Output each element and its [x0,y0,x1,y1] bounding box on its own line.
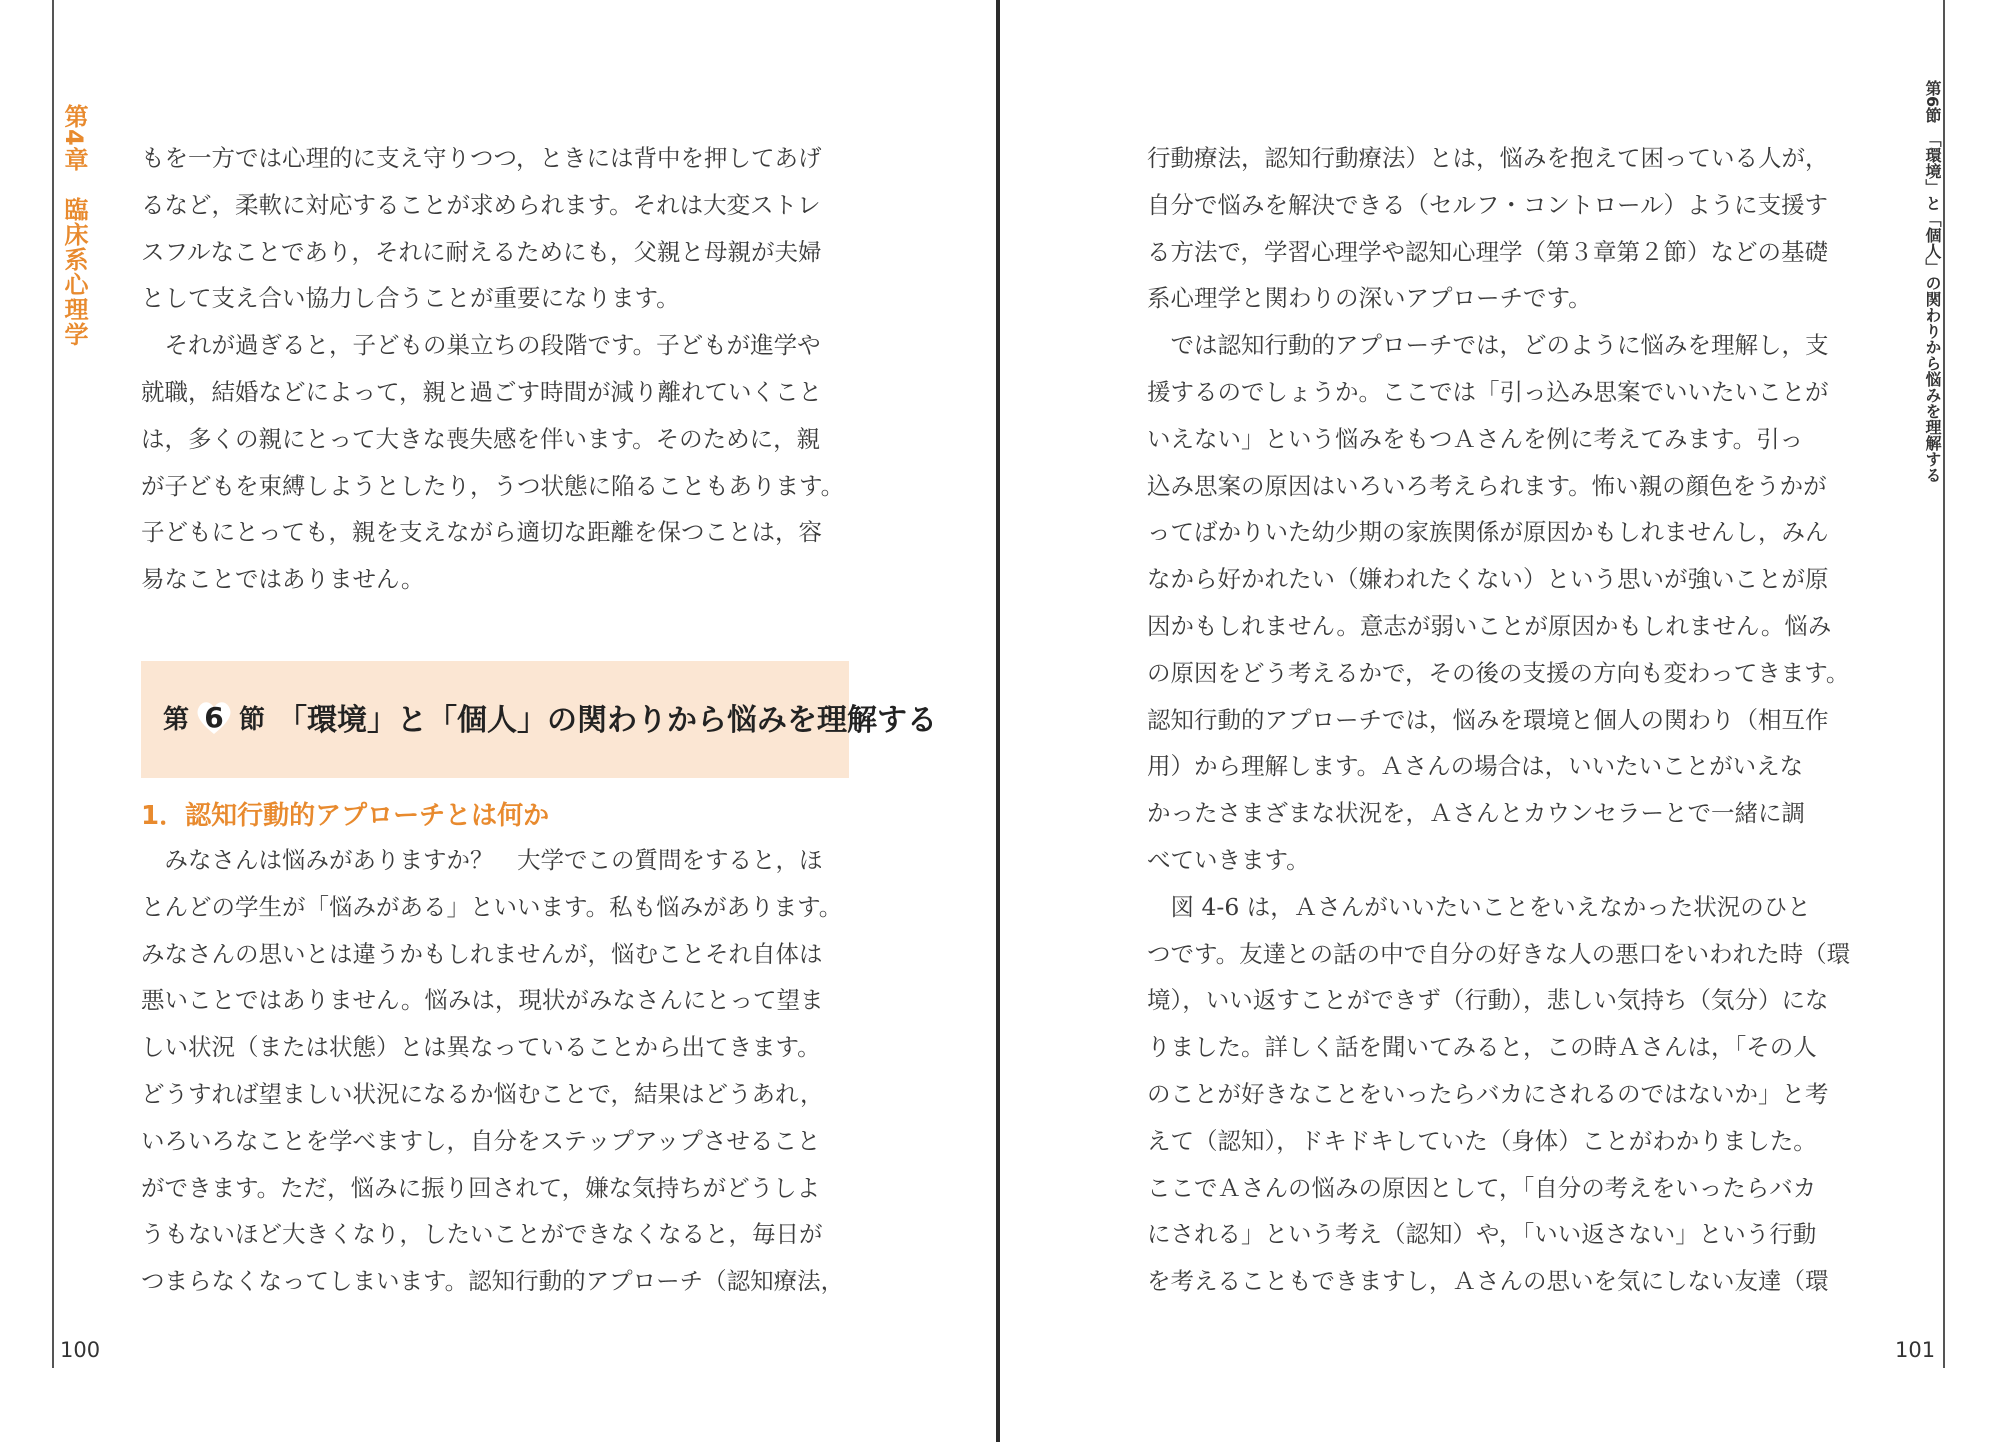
text-line: 悪いことではありません。悩みは，現状がみなさんにとって望ま [141,986,824,1015]
section-number: 6 [204,701,224,734]
section-heading-box [141,661,937,778]
text-line: いろいろなことを学べますし，自分をステップアップさせること [141,1126,821,1155]
text-line: では認知行動的アプローチでは，どのように悩みを理解し，支 [1147,331,1829,360]
left-margin-rule [52,0,54,1368]
text-line: 系心理学と関わりの深いアプローチです。 [1147,284,1592,313]
chapter-tab: 第4章 臨床系心理学 [60,104,88,347]
text-line: えて（認知），ドキドキしていた（身体）ことがわかりました。 [1147,1126,1817,1155]
text-line: 因かもしれません。意志が弱いことが原因かもしれません。悩み [1147,611,1832,640]
subheading: 1．認知行動的アプローチとは何か [141,801,550,831]
section-tab: 第6節 「環境」と「個人」の関わりから悩みを理解する [1923,80,1942,484]
left-bottom-text [141,837,844,1305]
text-line: うもないほど大きくなり，したいことができなくなると，毎日が [141,1220,823,1249]
text-line: それが過ぎると，子どもの巣立ちの段階です。子どもが進学や [141,331,821,360]
text-line: もを一方では心理的に支え守りつつ，ときには背中を押してあげ [141,144,822,172]
text-line: ができます。ただ，悩みに振り回されて，嫌な気持ちがどうしよ [141,1173,821,1202]
text-line: として支え合い協力し合うことが重要になります。 [141,284,680,313]
text-line: なから好かれたい（嫌われたくない）という思いが強いことが原 [1147,565,1829,594]
text-line: 込み思案の原因はいろいろ考えられます。怖い親の顔色をうかが [1147,471,1827,500]
right-main-text [1147,135,1850,1305]
text-line: 境），いい返すことができず（行動），悲しい気持ち（気分）にな [1147,986,1829,1015]
text-line: とんどの学生が「悩みがある」といいます。私も悩みがあります。 [141,892,843,921]
text-line: 行動療法，認知行動療法）とは，悩みを抱えて困っている人が， [1147,144,1829,172]
text-line: いえない」という悩みをもつＡさんを例に考えてみます。引っ [1147,424,1804,453]
text-line: を考えることもできますし，Ａさんの思いを気にしない友達（環 [1147,1267,1829,1296]
text-line: ここでＡさんの悩みの原因として，「自分の考えをいったらバカ [1147,1173,1817,1202]
left-top-text [141,135,844,603]
text-line: しい状況（または状態）とは異なっていることから出てきます。 [141,1033,821,1062]
text-line: る方法で，学習心理学や認知心理学（第３章第２節）などの基礎 [1147,237,1829,266]
text-line: ってばかりいた幼少期の家族関係が原因かもしれませんし，みん [1147,518,1829,547]
right-margin-rule [1943,0,1945,1368]
text-line: どうすれば望ましい状況になるか悩むことで，結果はどうあれ， [141,1079,824,1108]
text-line: みなさんは悩みがありますか？ 大学でこの質問をすると，ほ [141,846,823,874]
section-label-suffix: 節 [239,705,266,735]
text-line: のことが好きなことをいったらバカにされるのではないか」と考 [1147,1079,1829,1108]
text-line: るなど，柔軟に対応することが求められます。それは大変ストレ [141,190,821,219]
section-number-badge [195,700,233,736]
text-line: 易なことではありません。 [141,565,425,594]
text-line: 自分で悩みを解決できる（セルフ・コントロール）ように支援す [1147,190,1829,219]
section-label [163,699,265,736]
text-line: りました。詳しく話を聞いてみると，この時Ａさんは，「その人 [1147,1033,1817,1062]
text-line: つです。友達との話の中で自分の好きな人の悪口をいわれた時（環 [1147,939,1851,968]
text-line: 用）から理解します。Ａさんの場合は，いいたいことがいえな [1147,752,1804,781]
text-line: は，多くの親にとって大きな喪失感を伴います。そのために，親 [141,424,821,453]
page-number-left: 100 [60,1338,101,1362]
book-spine [996,0,1000,1442]
text-line: の原因をどう考えるかで，その後の支援の方向も変わってきます。 [1147,658,1850,687]
text-line: かったさまざまな状況を，Ａさんとカウンセラーとで一緒に調 [1147,799,1805,828]
section-title: 「環境」と「個人」の関わりから悩みを理解する [277,703,937,738]
section-label-prefix: 第 [163,705,190,735]
text-line: 認知行動的アプローチでは，悩みを環境と個人の関わり（相互作 [1147,705,1829,734]
text-line: スフルなことであり，それに耐えるためにも，父親と母親が夫婦 [141,237,822,266]
page-number-right: 101 [1895,1338,1936,1362]
text-line: つまらなくなってしまいます。認知行動的アプローチ（認知療法， [141,1267,845,1296]
text-line: 図 4-6 は，Ａさんがいいたいことをいえなかった状況のひと [1147,892,1811,921]
text-line: 援するのでしょうか。ここでは「引っ込み思案でいいたいことが [1147,377,1829,406]
text-line: べていきます。 [1147,845,1310,874]
text-line: が子どもを束縛しようとしたり，うつ状態に陥ることもあります。 [141,471,845,500]
text-line: みなさんの思いとは違うかもしれませんが，悩むことそれ自体は [141,939,823,968]
text-line: にされる」という考え（認知）や，「いい返さない」という行動 [1147,1220,1817,1249]
text-line: 就職，結婚などによって，親と過ごす時間が減り離れていくこと [141,377,823,406]
text-line: 子どもにとっても，親を支えながら適切な距離を保つことは，容 [141,518,823,547]
